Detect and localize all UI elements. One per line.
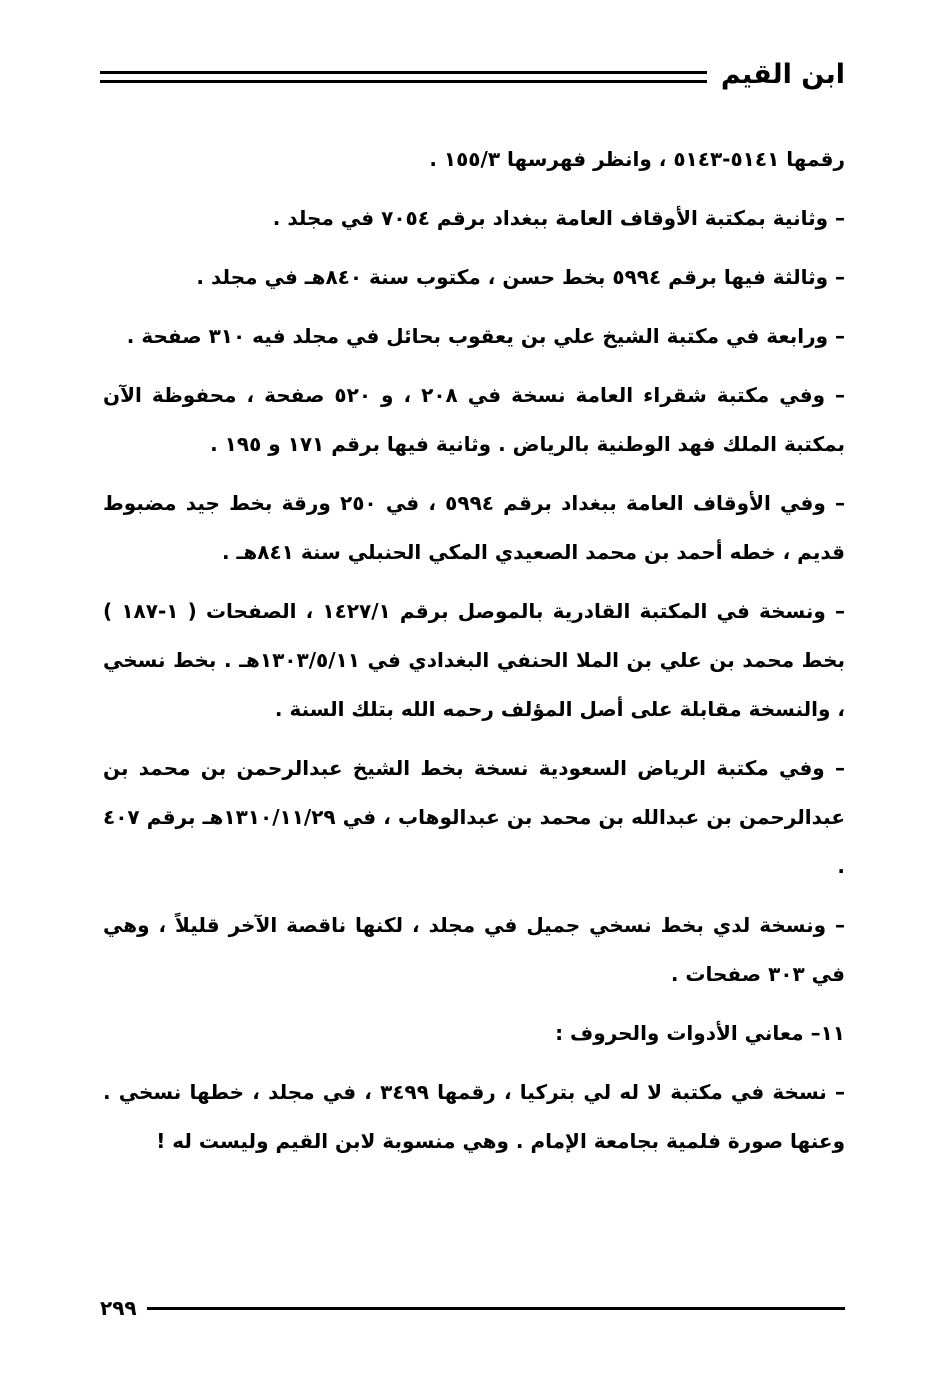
paragraph-baghdad-copy: – وفي الأوقاف العامة ببغداد برقم ٥٩٩٤ ، في ٢٥٠ ورقة بخط جيد مضبوط قديم ، خطه أحمد بن محمد الصعيدي المكي الحنبلي سنة ٨٤١هـ .	[103, 491, 845, 564]
paragraph-shaqra-copy: – وفي مكتبة شقراء العامة نسخة في ٢٠٨ ، و ٥٢٠ صفحة ، محفوظة الآن بمكتبة الملك فهد الوطنية بالرياض . وثانية فيها برقم ١٧١ و ١٩٥ .	[103, 383, 846, 456]
page-body	[103, 135, 845, 1176]
page-footer	[100, 1292, 845, 1324]
running-header-title: ابن القيم	[720, 58, 845, 90]
paragraph-awqaf-copy: – وثانية بمكتبة الأوقاف العامة ببغداد برقم ٧٠٥٤ في مجلد .	[272, 206, 845, 230]
paragraph-turkey-copy: – نسخة في مكتبة لا له لي بتركيا ، رقمها ٣٤٩٩ ، في مجلد ، خطها نسخي . وعنها صورة فلمية بجامعة الإمام . وهي منسوبة لابن القيم وليست له !	[103, 1080, 846, 1153]
paragraph-personal-copy: – ونسخة لدي بخط نسخي جميل في مجلد ، لكنها ناقصة الآخر قليلاً ، وهي في ٣٠٣ صفحات .	[103, 913, 845, 986]
paragraph-hail-copy: – ورابعة في مكتبة الشيخ علي بن يعقوب بحائل في مجلد فيه ٣١٠ صفحة .	[126, 324, 845, 348]
paragraph-continuation: رقمها ٥١٤١-٥١٤٣ ، وانظر فهرسها ١٥٥/٣ .	[429, 147, 845, 171]
page-number: ٢٩٩	[100, 1296, 137, 1320]
paragraph-third-copy: – وثالثة فيها برقم ٥٩٩٤ بخط حسن ، مكتوب سنة ٨٤٠هـ في مجلد .	[196, 265, 845, 289]
header-double-rule	[100, 71, 707, 83]
paragraph-mosul-copy: – ونسخة في المكتبة القادرية بالموصل برقم ١٤٢٧/١ ، الصفحات ( ١-١٨٧ ) بخط محمد بن علي بن الملا الحنفي البغدادي في ١٣٠٣/٥/١١هـ . بخط نسخي ، والنسخة مقابلة على أصل المؤلف رحمه الله بتلك السنة .	[103, 599, 845, 721]
paragraph-riyadh-copy: – وفي مكتبة الرياض السعودية نسخة بخط الشيخ عبدالرحمن بن محمد بن عبدالرحمن بن عبدالله بن محمد بن عبدالوهاب ، في ١٣١٠/١١/٢٩هـ برقم ٤٠٧ .	[103, 756, 845, 878]
running-header	[100, 52, 845, 96]
section-heading: ١١– معاني الأدوات والحروف :	[555, 1021, 845, 1045]
footer-rule	[147, 1307, 845, 1310]
